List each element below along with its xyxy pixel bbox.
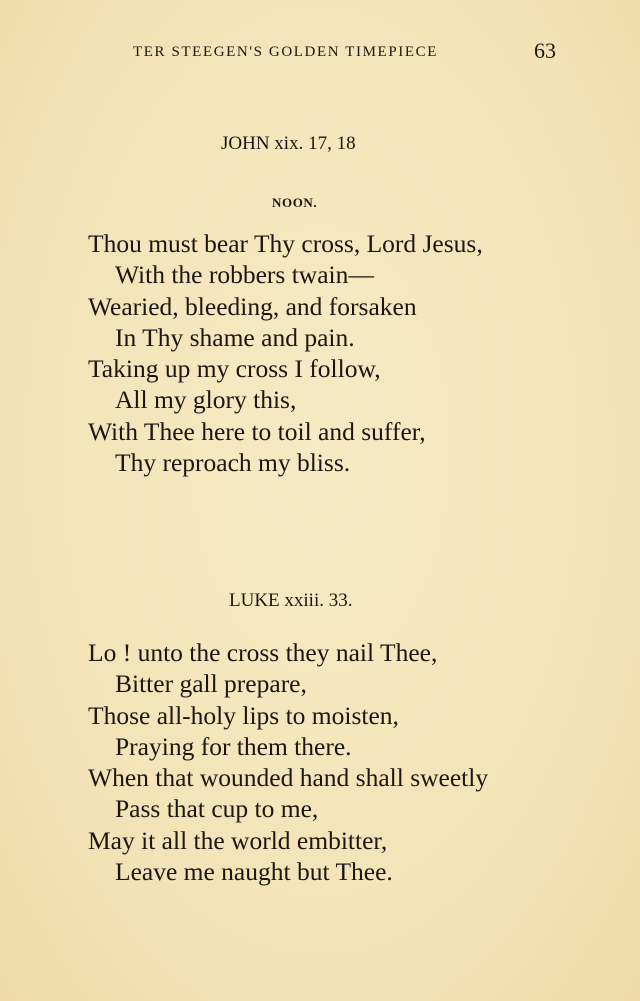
verse-stanza	[88, 637, 488, 887]
scripture-reference: JOHN xix. 17, 18	[221, 133, 356, 154]
verse-line: Wearied, bleeding, and forsaken	[88, 291, 417, 321]
verse-line: Thy reproach my bliss.	[115, 448, 351, 478]
running-head: TER STEEGEN'S GOLDEN TIMEPIECE	[133, 44, 438, 60]
verse-line: May it all the world embitter,	[88, 825, 388, 855]
verse-line: Taking up my cross I follow,	[88, 354, 381, 384]
verse-line: Leave me naught but Thee.	[115, 857, 393, 887]
verse-line: When that wounded hand shall sweetly	[88, 763, 489, 793]
verse-line: In Thy shame and pain.	[115, 322, 355, 352]
verse-line: All my glory this,	[115, 385, 297, 415]
verse-line: With the robbers twain—	[115, 260, 374, 290]
verse-line: Bitter gall prepare,	[115, 669, 307, 699]
verse-line: Lo ! unto the cross they nail Thee,	[88, 638, 438, 667]
verse-line: With Thee here to toil and suffer,	[88, 416, 426, 446]
verse-line: Praying for them there.	[115, 731, 352, 761]
scripture-reference: LUKE xxiii. 33.	[229, 590, 353, 611]
verse-line: Thou must bear Thy cross, Lord Jesus,	[88, 229, 483, 258]
verse-line: Those all-holy lips to moisten,	[88, 700, 399, 730]
verse-line: Pass that cup to me,	[115, 794, 319, 824]
section-subtitle: NOON.	[272, 195, 318, 210]
page-number: 63	[534, 38, 556, 63]
verse-stanza	[88, 228, 483, 478]
